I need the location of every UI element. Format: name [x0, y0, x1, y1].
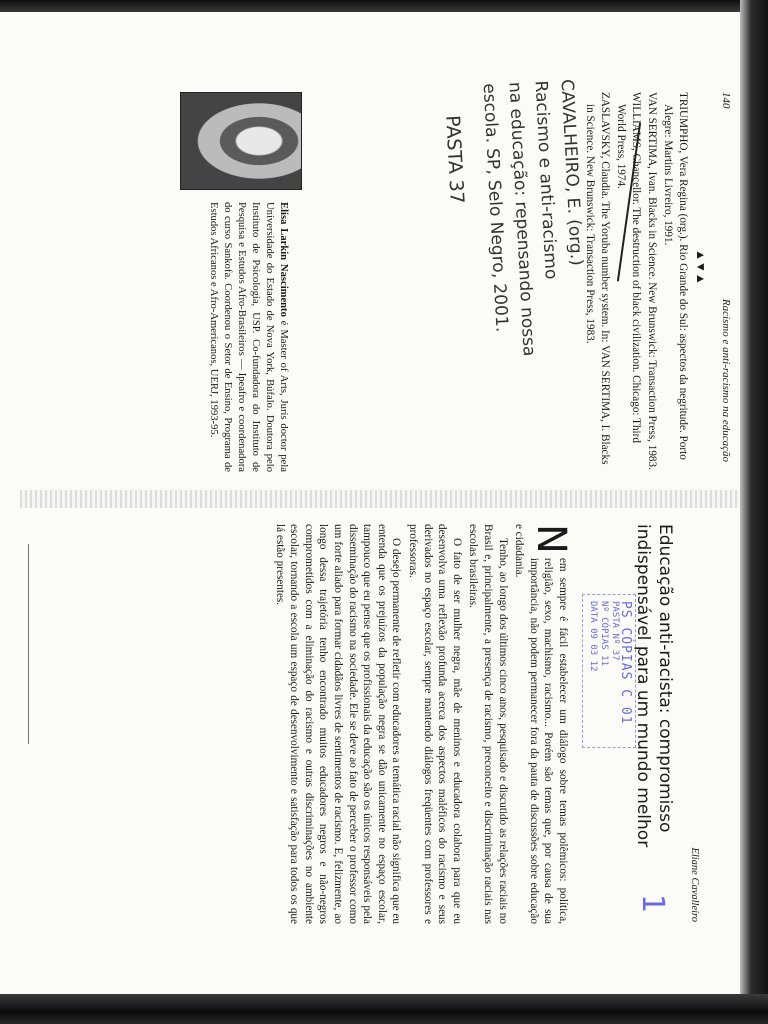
chapter-body [270, 524, 574, 924]
handwritten-line: na educação: repensando nossa [504, 81, 539, 357]
scan-edge-bottom [0, 994, 768, 1024]
bio-text: é Master of Arts, Juris doctor pela Universidade do Estado de Nova York, Búfalo. Doutora pelo Instituto de Psicologia, USP. Co-fundadora do Instituto de Pesquisa e Estudos Afro-Brasileiros — Ipeafro e coordenadora do curso Sankofa. Coordenou o Setor de Ensino, Programa de Estudos Africanos e Afro-Americanos, UERJ, 1993-95. [208, 202, 289, 473]
right-page [20, 514, 740, 932]
left-page [20, 52, 740, 482]
page-number: 140 [720, 92, 732, 109]
reference-item: WILLIAMS, Chancellor. The destruction of black civilization. Chicago: Third World Press, 1974. [615, 92, 642, 443]
reference-item: TRIUMPHO, Vera Regina (org.). Rio Grande do Sul: aspectos da negritude. Porto Alegre: Martins Livreiro, 1991. [662, 92, 689, 460]
chapter-author: Eliane Cavalleiro [689, 847, 700, 922]
reference-item: VAN SERTIMA, Ivan. Blacks in Science. New Brunswick: Transaction Press, 1983. [646, 92, 658, 470]
book-gutter [20, 490, 740, 508]
drop-cap: N [528, 524, 574, 554]
author-photo [180, 92, 302, 190]
stamp-data: DATA 09 03 12 [588, 601, 598, 672]
ornament: ▲▼▲ [694, 249, 708, 285]
stamp-title: PS CÓPIAS C 01 [618, 601, 633, 725]
handwritten-note [438, 79, 601, 486]
paragraph-text: em sempre é fácil estabelecer um diálogo sobre temas polêmicos: política, religião, sexo, machismo, racismo... Porém são temas que, por causa de sua importância, não podem permanecer fora da pauta de discussões sobre educação e cidadania. [513, 524, 569, 924]
scan-edge-top [0, 0, 768, 12]
author-bio [206, 202, 290, 472]
handwritten-line: escola. SP, Selo Negro, 2001. [478, 82, 512, 333]
reference-item: ZASLAVSKY, Claudia. The Yoruba number system. In: VAN SERTIMA, I. Blacks in Science. New Brunswick: Transaction Press, 1983. [584, 92, 611, 465]
bio-name: Elisa Larkin Nascimento [278, 202, 289, 317]
handwritten-line: CAVALHEIRO, E. (org.) [556, 78, 587, 267]
handwritten-pasta: PASTA 37 [441, 114, 468, 205]
paragraph [512, 524, 574, 924]
paragraph: O desejo permanente de refletir com educadores a temática racial não significa que eu entenda que os prejuízos da população negra se dão unicamente no espaço escolar, tampouco que eu pense que os profissionais da educação são os únicos responsáveis pela disseminação do racismo na sociedade. Ele se deve ao fato de perceber o professor como um forte aliado para formar cidadãos livres de sentimentos de racismo. E, felizmente, ao longo dessa trajetória tenho encontrado muitos educadores negros e não-negros comprometidos com a eliminação do racismo e outras discriminações no ambiente escolar, tornando a escola um espaço de desenvolvimento e satisfação para todos os que lá estão presentes. [273, 524, 403, 924]
handwritten-page-number: 1 [635, 894, 670, 914]
stamp-pasta: PASTA Nº 37 [610, 601, 620, 661]
paragraph: O fato de ser mulher negra, mãe de meninos e educadora colabora para que eu desenvolva uma reflexão profunda acerca dos aspectos maléficos do racismo e seus derivados no espaço escolar, sempre mantendo diálogos freqüentes com professores e professoras. [407, 524, 463, 924]
handwritten-line: Racismo e anti-racismo [530, 80, 561, 280]
paragraph: Tenho, ao longo dos últimos cinco anos, pesquisado e discutido as relações raciais no Brasil e, principalmente, a presença de racismo, preconceito e discriminação raciais nas escolas brasileiras. [467, 524, 509, 924]
chapter-title: Educação anti-racista: compromisso indispensável para um mundo melhor [633, 524, 675, 848]
signature-mark [28, 544, 29, 744]
running-title: Racismo e anti-racismo na educação [720, 298, 732, 462]
scan-edge-right [740, 0, 768, 1024]
copy-stamp [582, 594, 636, 748]
stamp-copias: Nº CÓPIAS 11 [599, 601, 609, 667]
rotated-book-spread [20, 52, 740, 932]
